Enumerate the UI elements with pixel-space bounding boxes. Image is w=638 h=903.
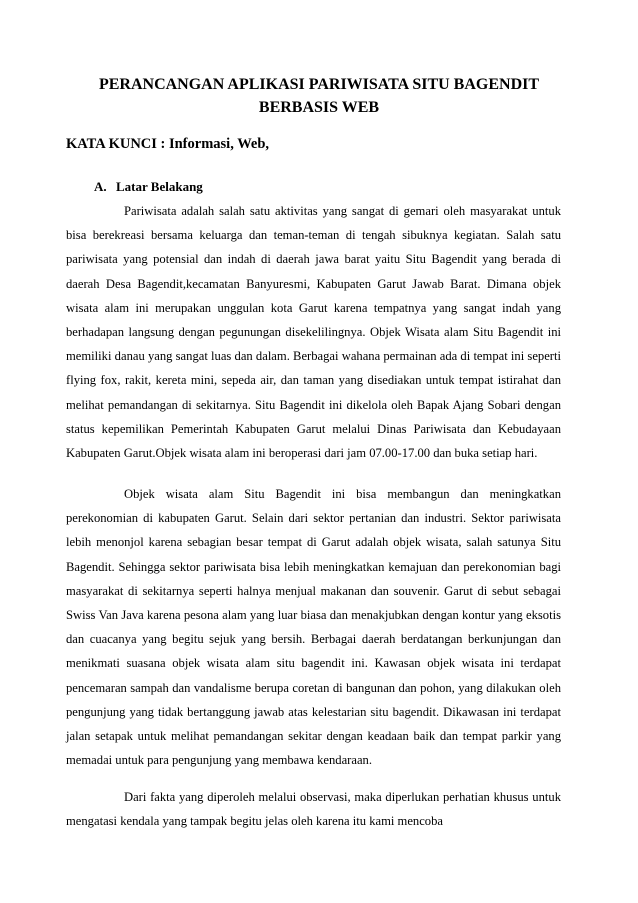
body-paragraph-1: Pariwisata adalah salah satu aktivitas yang sangat di gemari oleh masyarakat untuk bisa berekreasi bersama keluarga dan teman-teman di tengah sibuknya kegiatan. Salah satu pariwisata yang potensial dan indah di daerah jawa barat yaitu Situ Bagendit yang berada di daerah Desa Bagendit,kecamatan Banyuresmi, Kabupaten Garut Jawab Barat. Dimana objek wisata alam ini merupakan unggulan kota Garut karena tempatnya yang sangat indah yang berhadapan langsung dengan pegunungan disekelilingnya. Objek Wisata alam Situ Bagendit ini memiliki danau yang sangat luas dan dalam. Berbagai wahana permainan ada di tempat ini seperti flying fox, rakit, kereta mini, sepeda air, dan taman yang disediakan untuk tempat istirahat dan melihat pemandangan di sekitarnya. Situ Bagendit ini dikelola oleh Bapak Ajang Sobari dengan status kepemilikan Pemerintah Kabupaten Garut melalui Dinas Pariwisata dan Kebudayaan Kabupaten Garut.Objek wisata alam ini beroperasi dari jam 07.00-17.00 dan buka setiap hari.: [66, 204, 561, 461]
body-paragraph-3: Dari fakta yang diperoleh melalui observasi, maka diperlukan perhatian khusus untuk mengatasi kendala yang tampak begitu jelas oleh karena itu kami mencoba: [66, 790, 561, 829]
keywords-line: KATA KUNCI : Informasi, Web,: [66, 136, 270, 152]
title-line-1: PERANCANGAN APLIKASI PARIWISATA SITU BAGENDIT: [98, 76, 540, 93]
section-heading-text: Latar Belakang: [116, 179, 203, 194]
body-paragraph-2: Objek wisata alam Situ Bagendit ini bisa membangun dan meningkatkan perekonomian di kabupaten Garut. Selain dari sektor pertanian dan industri. Sektor pariwisata lebih menonjol karena sebagian besar tempat di Garut adalah objek wisata, salah satunya Situ Bagendit. Sehingga sektor pariwisata bisa lebih meningkatkan kemajuan dan perekonomian bagi masyarakat di sekitarnya seperti halnya menjual makanan dan souvenir. Garut di sebut sebagai Swiss Van Java karena pesona alam yang luar biasa dan menakjubkan dengan kontur yang eksotis dan cuacanya yang begitu sejuk yang bersih. Berbagai daerah berdatangan berkunjungan dan menikmati suasana objek wisata alam situ bagendit ini. Kawasan objek wisata ini terdapat pencemaran sampah dan vandalisme berupa coretan di bangunan dan pohon, yang dilakukan oleh pengunjung yang tidak bertanggung jawab atas kelestarian situ bagendit. Dikawasan ini terdapat jalan setapak untuk melihat pemandangan sekitar dengan keadaan baik dan tempat parkir yang memadai untuk para pengunjung yang membawa kendaraan.: [66, 487, 561, 768]
section-heading: [94, 179, 203, 195]
document-title: [66, 73, 572, 119]
title-line-2: BERBASIS WEB: [258, 99, 380, 116]
section-marker: A.: [94, 179, 107, 194]
